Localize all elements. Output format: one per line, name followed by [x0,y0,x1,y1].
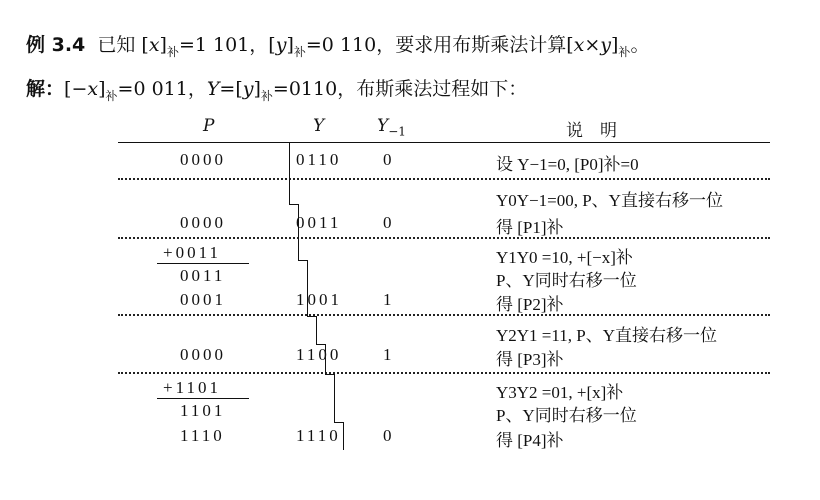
p-value: 0000 [180,345,226,364]
divider-step [316,316,317,344]
separator-4 [118,372,770,374]
solution-statement: 解：$[-x]_补=0$ 011，$Y=[y]_补=0110$，布斯乘法过程如下： [26,78,528,103]
solution-label: 解 [26,78,46,100]
p-sum: 0011 [180,266,226,285]
y-prev-value: 0 [383,426,395,445]
header-p: P [203,116,215,136]
description-3b: P、Y同时右移一位 [496,271,637,290]
description-5c: 得 [P4]补 [496,431,564,450]
header-y: Y [313,116,325,136]
header-rule [118,142,770,143]
sum-rule [157,398,249,399]
y-prev-value: 1 [383,345,395,364]
y-value: 1100 [296,345,342,364]
description-5b: P、Y同时右移一位 [496,406,637,425]
p-addend: +1101 [163,378,221,397]
y-value: 1001 [296,290,342,309]
divider-step [334,374,335,422]
separator-1 [118,178,770,180]
sum-rule [157,263,249,264]
example-number: 例 3.4 [26,34,86,56]
y-prev-value: 1 [383,290,395,309]
description-2a: Y0Y−1=00, P、Y直接右移一位 [496,191,723,210]
header-y-prev: $Y_{-1}$ [377,116,406,139]
y-value: 1110 [296,426,341,445]
description-4b: 得 [P3]补 [496,350,564,369]
description-1: 设 Y−1=0, [P0]补=0 [496,155,639,174]
header-description: 说 明 [566,121,617,141]
y-value: 0011 [296,213,342,232]
example-statement: 例 3.4 已知 $[x]_补=1$ 101，$[y]_补=0$ 110，要求用布斯乘法计算$[x\times y]_补$。 [26,34,650,59]
description-2b: 得 [P1]补 [496,218,564,237]
p-value: 0000 [180,150,226,169]
p-value: 0001 [180,290,226,309]
description-5a: Y3Y2 =01, +[x]补 [496,383,624,402]
y-prev-value: 0 [383,150,395,169]
p-addend: +0011 [163,243,221,262]
description-4a: Y2Y1 =11, P、Y直接右移一位 [496,326,717,345]
description-3a: Y1Y0 =10, +[−x]补 [496,248,633,267]
divider-step [289,143,290,204]
separator-2 [118,237,770,239]
divider-step [343,422,344,450]
separator-3 [118,314,770,316]
y-value: 0110 [296,150,342,169]
p-value: 0000 [180,213,226,232]
description-3c: 得 [P2]补 [496,295,564,314]
p-sum: 1101 [180,401,226,420]
y-prev-value: 0 [383,213,395,232]
p-value: 1110 [180,426,225,445]
